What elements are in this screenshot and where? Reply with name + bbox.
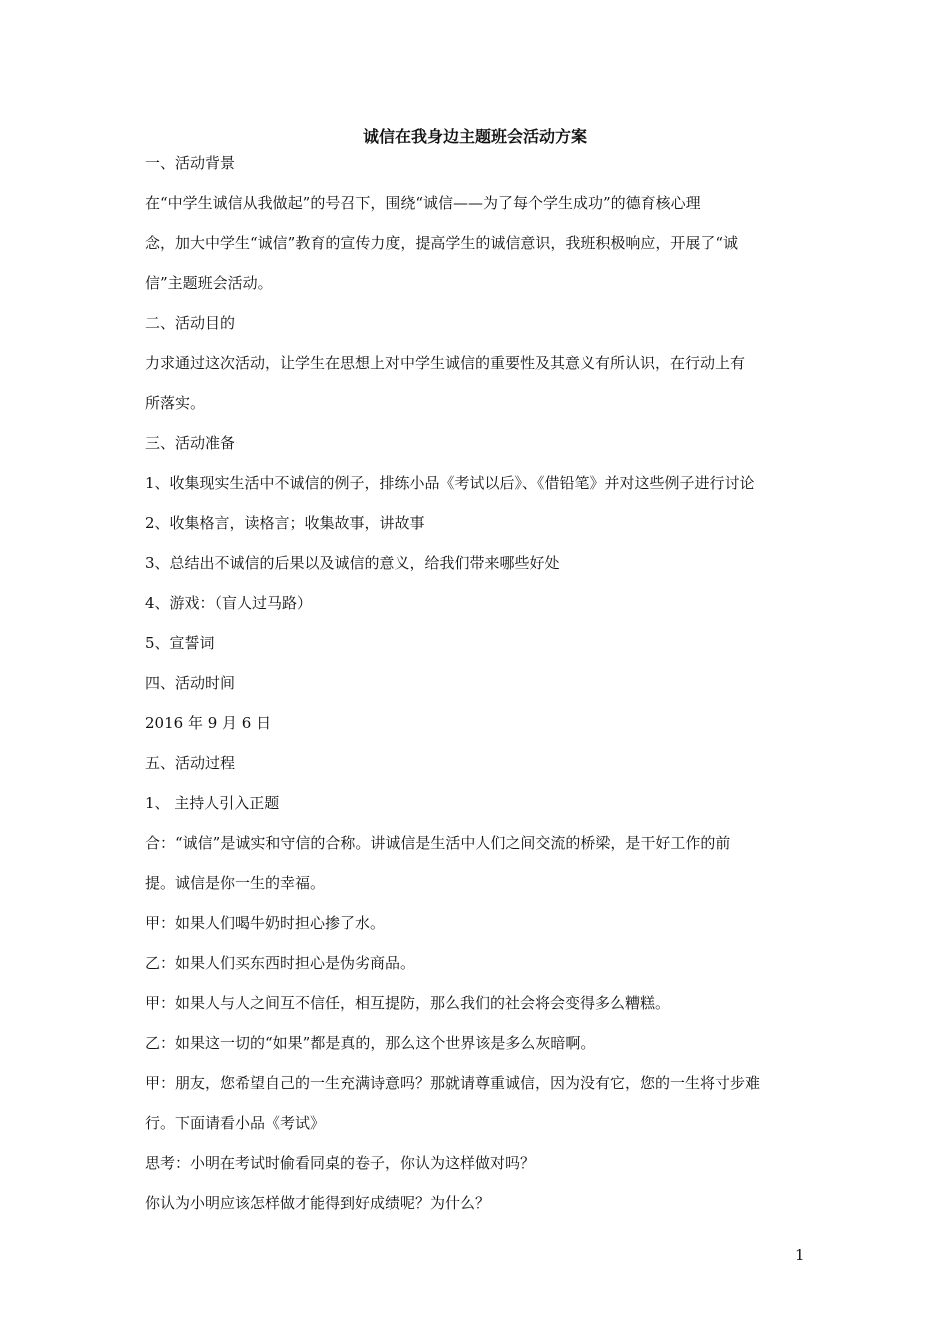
heading-purpose: 二、活动目的 xyxy=(145,314,236,332)
dialogue-line: 提。诚信是你一生的幸福。 xyxy=(145,874,326,892)
heading-preparation: 三、活动准备 xyxy=(145,434,236,452)
list-item: 2、收集格言，读格言；收集故事，讲故事 xyxy=(145,514,425,532)
dialogue-line: 甲：如果人们喝牛奶时担心掺了水。 xyxy=(145,914,386,932)
list-item: 1、 主持人引入正题 xyxy=(145,794,280,812)
activity-date: 2016 年 9 月 6 日 xyxy=(145,714,272,732)
dialogue-line: 乙：如果人们买东西时担心是伪劣商品。 xyxy=(145,954,416,972)
heading-background: 一、活动背景 xyxy=(145,154,236,172)
dialogue-line: 甲：朋友，您希望自己的一生充满诗意吗？那就请尊重诚信，因为没有它，您的一生将寸步难 xyxy=(145,1074,761,1092)
heading-time: 四、活动时间 xyxy=(145,674,236,692)
dialogue-line: 行。下面请看小品《考试》 xyxy=(145,1114,326,1132)
paragraph-line: 所落实。 xyxy=(145,394,206,412)
dialogue-line: 甲：如果人与人之间互不信任，相互提防，那么我们的社会将会变得多么糟糕。 xyxy=(145,994,671,1012)
page-number: 1 xyxy=(795,1246,805,1264)
dialogue-line: 合：“诚信”是诚实和守信的合称。讲诚信是生活中人们之间交流的桥梁，是干好工作的前 xyxy=(145,834,731,852)
list-item: 4、游戏：（盲人过马路） xyxy=(145,594,313,612)
paragraph-line: 在“中学生诚信从我做起”的号召下，围绕“诚信——为了每个学生成功”的德育核心理 xyxy=(145,194,701,212)
question-line: 你认为小明应该怎样做才能得到好成绩呢？为什么？ xyxy=(145,1194,491,1212)
paragraph-line: 念，加大中学生“诚信”教育的宣传力度，提高学生的诚信意识，我班积极响应，开展了“诚 xyxy=(145,234,739,252)
paragraph-line: 信”主题班会活动。 xyxy=(145,274,273,292)
dialogue-line: 乙：如果这一切的“如果”都是真的，那么这个世界该是多么灰暗啊。 xyxy=(145,1034,596,1052)
list-item: 3、总结出不诚信的后果以及诚信的意义，给我们带来哪些好处 xyxy=(145,554,560,572)
list-item: 5、宣誓词 xyxy=(145,634,215,652)
list-item: 1、收集现实生活中不诚信的例子，排练小品《考试以后》、《借铅笔》并对这些例子进行讨论 xyxy=(145,474,755,492)
heading-process: 五、活动过程 xyxy=(145,754,236,772)
paragraph-line: 力求通过这次活动，让学生在思想上对中学生诚信的重要性及其意义有所认识，在行动上有 xyxy=(145,354,746,372)
document-title: 诚信在我身边主题班会活动方案 xyxy=(362,127,587,146)
question-line: 思考：小明在考试时偷看同桌的卷子，你认为这样做对吗？ xyxy=(145,1154,536,1172)
